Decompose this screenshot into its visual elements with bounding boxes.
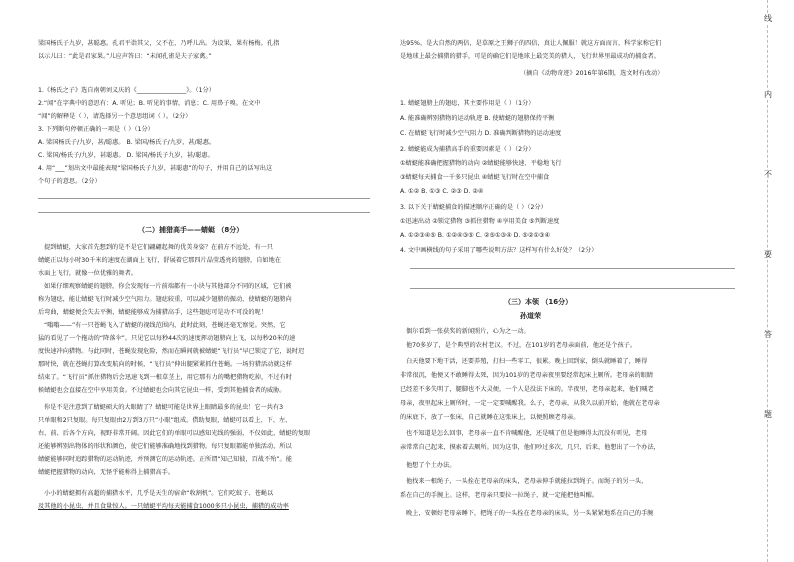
passage-line: 达95%，是大自然的两倍，是草原之王狮子的四倍，真让人佩服！就这方面而言，科学家称它们 xyxy=(400,40,662,47)
passage-line: 你是不是注意到了蜻蜓硕大的大眼睛了？蜻蜓可能是世界上眼睛最多的昆虫！它一共有3 xyxy=(44,404,284,411)
question-line: 2.“闻”在字典中的意思有：A. 听见；B. 听见的事情、消息；C. 用鼻子嗅。在文中 xyxy=(38,100,261,107)
story-line: 他找来一根绳子，一头拴在老母亲的床头，老母亲伸手就能拉到绳子。而绳子的另一头， xyxy=(406,478,648,485)
answer-line[interactable] xyxy=(410,268,735,269)
question-line: C. 在蜻蜓飞行时减少空气阻力 D. 准确判断猎物的运动速度 xyxy=(400,130,562,137)
passage-line: 蜻蜓能够同时追踪猎物的运动轨迹，并预测它的运动轨迹。正所谓“知己知彼，百战不殆”。能 xyxy=(38,456,292,463)
question-line: 1.《杨氏之子》选自南朝刘义庆的《________________》。（1分） xyxy=(38,87,215,94)
section-title: （三）本领 （16分） xyxy=(504,298,573,306)
story-line: 亲常常自己起来，摸索着去厕所。因为这事，他们吵过多次，几只，后来，他想出了一个办法， xyxy=(400,444,660,451)
passage-line: 结束了。“飞行员”抓住猎物后会迅速飞到一根草茎上，用它那有力的嘴把猎物吃掉，不过有时 xyxy=(38,374,292,381)
question-line: 3. 下列断句停顿正确的一项是（ ）（1分） xyxy=(38,126,154,133)
cut-line xyxy=(767,0,768,562)
passage-line: 候蜻蜓也会直接在空中享用美食。不过蜻蜓也会向其它昆虫一样，受到其他捕食者的威胁。 xyxy=(38,387,286,394)
passage-line: 称为翅痣，能让蜻蜓飞行时减少空气阻力。翅痣较重，可以减少翅膀的振动，使蜻蜓的翅膀向 xyxy=(38,296,292,303)
question-line: 1. 蜻蜓翅膀上的翅痣，其主要作用是（ ）（1分） xyxy=(400,100,535,107)
story-line: 系在自己的手腕上。这样，老母亲只要拉一拉绳子，就一定能把他叫醒。 xyxy=(400,492,598,499)
passage-line: 度快速冲向猎物。与此同时，苍蝇发现危险，然而在瞬间就被蜻蜓“飞行员”早已锁定了它，说时迟 xyxy=(38,348,305,355)
story-line: 母亲，夜里起床上厕所时，一定一定要喊醒我。么子，老母亲，从我久以前开始，他就在老母亲 xyxy=(400,400,660,407)
story-line: 非常很沉，他便又不敢睡得太死，因为101岁的老母亲夜里要经常起床上厕所。老母亲的眼睛 xyxy=(400,372,654,379)
question-line: A. 梁国杨氏子/九岁，甚/聪惠。 B. 梁国/杨氏子/九岁，甚/聪惠。 xyxy=(38,139,216,146)
binding-margin xyxy=(758,0,782,562)
question-line: 个句子的意思。（2分） xyxy=(38,178,101,185)
passage-line: 右、前、后各个方向，视野非常开阔。因此它们的单眼可以感知光线的强弱，不仅如此，蜻蜓的复眼 xyxy=(38,430,311,437)
story-line: 也不知道是怎么回事，老母亲一直不肯喊醒他，还是喊了但是他睡得太沉没有听见，老母 xyxy=(406,430,648,437)
passage-line: 如果仔细观察蜻蜓的翅膀，你会发现每一片前端都有一小块与其他部分不同的区域，它们被 xyxy=(44,283,292,290)
question-line: “闻”的解释是（ ），请选择另一个意思组词（ ）。（2分） xyxy=(38,113,192,120)
story-line: 他70多岁了，是个典型的农村老汉。不过，在101岁的老母亲面前，他还是个孩子。 xyxy=(406,342,637,349)
story-line: 偶尔看到一张获奖的新闻照片，心为之一动。 xyxy=(406,328,530,335)
story-line: 晚上，安顿好老母亲睡下，把绳子的一头拴在老母亲的床头，另一头紧紧地系在自己的手腕 xyxy=(406,510,654,517)
story-line: 他想了个土办法。 xyxy=(406,462,456,469)
question-line: 3. 以下关于蜻蜓捕食的描述顺序正确的是（ ）（2分） xyxy=(400,204,547,211)
passage-line: 还能够辨别出物体的形状和颜色，使它们能够准确地找到猎物。每只复眼都能单独活动，所以 xyxy=(38,443,292,450)
passage-line: 提到蜻蜓，大家首先想到的是不是它们翩翩起舞的优美身姿？在前方不远处，有一只 xyxy=(44,244,273,251)
question-line: 4. 用“___”划出文中最能表现“梁国杨氏子九岁，甚聪惠”的句子，并用自己的话写出这 xyxy=(38,165,273,172)
question-line: 4. 文中画横线的句子采用了哪些说明方法？这样写有什么好处？（2分） xyxy=(400,247,598,254)
answer-line[interactable] xyxy=(38,198,370,199)
question-line: A. ①② B. ①③ C. ②③ D. ②④ xyxy=(400,188,484,195)
question-line: 2. 蜻蜓能成为捕猎高手的重要因素是（ ）（2分） xyxy=(400,146,535,153)
story-line: 已经差不多失明了，腿脚也不大灵便，一个人是没法下床的。半夜里，老母亲起来，他们喊老 xyxy=(400,386,654,393)
margin-char: 要 xyxy=(761,250,775,260)
intro-line: 以示儿曰：“此是君家果。”儿应声答曰：“未闻孔雀是夫子家禽。” xyxy=(38,53,212,60)
margin-char: 不 xyxy=(761,170,775,180)
passage-line: 蜻蜓把握猎物的动向，无怪乎能称得上捕猎高手。 xyxy=(38,469,175,476)
margin-char: 答 xyxy=(761,330,775,340)
passage-line: 是地球上最会捕猎的猎手，可是的确它们是地球上最完美的猎人，飞行世界里最成功的捕食者。 xyxy=(400,53,660,60)
passage-line: 蜻蜓正以每小时30千米的速度在湖面上飞行，舒展着它那四片晶莹透亮的翅膀，自如地在 xyxy=(38,257,281,264)
answer-line[interactable] xyxy=(38,212,370,213)
passage-line: 那时快，就在苍蝇打算改变航向的时候，“飞行员”伸出腿紧紧抓住苍蝇。一场狩猎活动就这样 xyxy=(38,361,292,368)
section-title: （二）捕猎高手——蜻蜓 （8分） xyxy=(138,226,244,234)
story-line: 的床底下，放了一张床，自己就睡在这张床上，以便照顾老母亲。 xyxy=(400,414,580,421)
author: 孙道荣 xyxy=(520,312,541,320)
passage-line: “嗡嗡——”有一只苍蝇飞入了蜻蜓的视线范围内，此时此刻，苍蝇还毫无察觉。突然，它 xyxy=(44,322,286,329)
passage-line: 猛的看见了一个拖动的“降落伞”。只见它以每秒44次的速度挥动翅膀向上飞，以每秒20米的速 xyxy=(38,335,296,342)
passage-line: 小小的蜻蜓拥有高超的捕猎水平，几乎是天生的宿命“收割机”。它们吃蚊子、苍蝇以 xyxy=(44,490,274,497)
passage-line: 只单眼和2只复眼。每只复眼由2万到3万只“小眼”组成。借助复眼，蜻蜓可以看上、下、左、 xyxy=(38,417,292,424)
story-line: 白天他要下地干活，还要养殖，打扫一些零工，很累。晚上回到家，倒头就睡着了，睡得 xyxy=(406,358,648,365)
source-note: （摘自《动物奇迹》2016年第6期，选文时有改动） xyxy=(520,70,664,77)
answer-line[interactable] xyxy=(410,288,735,289)
margin-char: 线 xyxy=(761,14,775,24)
question-line: ①迅速出动 ②锁定猎物 ③抓住猎物 ④享用美食 ⑤判断速度 xyxy=(400,218,560,225)
question-line: ③蜻蜓每天捕食一千多只昆虫 ④蜻蜓飞行时在空中捕食 xyxy=(400,174,550,181)
question-line: A. 能准确辨别猎物的运动轨迹 B. 使蜻蜓的翅膀保持平衡 xyxy=(400,115,555,122)
margin-char: 内 xyxy=(761,90,775,100)
margin-char: 题 xyxy=(761,410,775,420)
question-line: C. 梁国/杨氏子/九岁，甚聪惠。 D. 梁国/杨氏子九岁，甚/聪惠。 xyxy=(38,152,214,159)
question-line: ①蜻蜓能准确把握猎物的动向 ②蜻蜓能够快速、平稳地飞行 xyxy=(400,160,562,167)
intro-line: 梁国杨氏子九岁，甚聪惠。孔君平诣其父，父不在，乃呼儿出。为设果，果有杨梅。孔指 xyxy=(38,40,280,47)
passage-line: 水面上飞行，就像一位优雅的舞者。 xyxy=(38,270,137,277)
underlined-sentence: 及其他的小昆虫，并且食量惊人。一只蜻蜓平均每天能捕食1000多只小昆虫，捕猎的成功率 xyxy=(38,503,289,510)
passage-line: 后弯曲，蜻蜓便会失去平衡，蜻蜓能够成为捕猎高手，这些翅痣可是功不可没的呢！ xyxy=(38,309,267,316)
question-line: A. ①②③④⑤ B. ①②④③⑤ C. ②⑤①③④ D. ⑤②①③④ xyxy=(400,232,551,239)
